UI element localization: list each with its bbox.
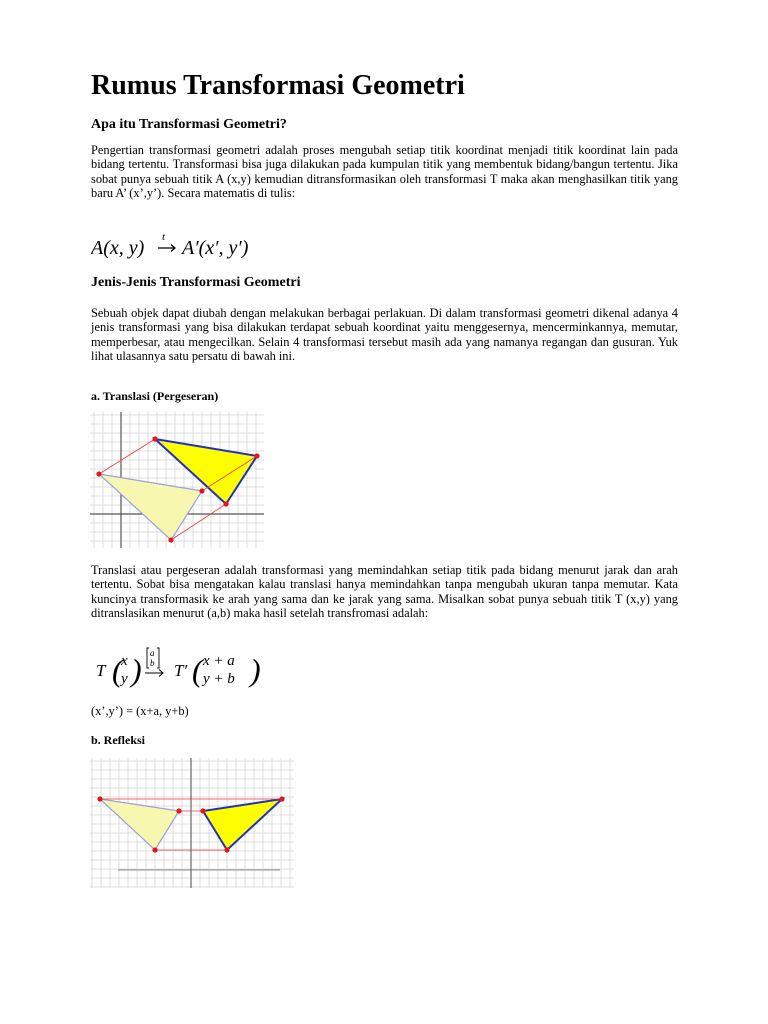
formula-arrow-label: t	[162, 231, 166, 243]
right-arrow-icon	[145, 670, 163, 677]
formula-yb: y + b	[203, 671, 235, 687]
point	[96, 471, 101, 476]
grid	[90, 758, 294, 888]
right-paren-icon: )	[250, 652, 261, 688]
point	[254, 453, 259, 458]
heading-reflection: b. Refleksi	[91, 733, 145, 747]
point	[152, 436, 157, 441]
paragraph-definition: Pengertian transformasi geometri adalah proses mengubah setiap titik koordinat menjadi titik koordinat lain pada bidang tertentu. Transformasi bisa juga dilakukan pada kumpulan titik yang membentuk bidang/bangun tertentu. Jika sobat punya sebuah titik A (x,y) kemudian ditransformasikan oleh transformasi T maka akan menghasilkan titik yang baru A’ (x’,y’). Secara matematis di tulis:	[91, 143, 678, 201]
point	[224, 847, 229, 852]
point	[152, 847, 157, 852]
formula-right: A′(x′, y′)	[182, 237, 249, 259]
translation-result: (x’,y’) = (x+a, y+b)	[91, 704, 189, 718]
right-paren-icon: )	[131, 652, 142, 688]
translation-figure	[90, 412, 264, 548]
point	[97, 796, 102, 801]
formula-x: x	[121, 653, 128, 669]
page-title: Rumus Transformasi Geometri	[91, 70, 465, 101]
point	[176, 808, 181, 813]
formula-a: a	[150, 648, 155, 658]
heading-translation: a. Translasi (Pergeseran)	[91, 389, 219, 403]
formula-left: A(x, y)	[91, 237, 145, 259]
heading-what-is: Apa itu Transformasi Geometri?	[91, 117, 287, 132]
right-arrow-icon	[158, 245, 175, 252]
formula-t: T	[96, 661, 106, 680]
left-paren-icon: (	[192, 652, 203, 688]
left-paren-icon: (	[112, 652, 123, 688]
reflection-figure	[90, 758, 294, 888]
point	[168, 537, 173, 542]
point	[200, 808, 205, 813]
paragraph-types: Sebuah objek dapat diubah dengan melakukan berbagai perlakuan. Di dalam transformasi geometri dikenal adanya 4 jenis transformasi yang bisa dilakukan terdapat sebuah koordinat yaitu menggesernya, mencerminkannya, memutar, memperbesar, atau mengecilkan. Selain 4 transformasi tersebut masih ada yang namanya regangan dan gusuran. Yuk lihat ulasannya satu persatu di bawah ini.	[91, 306, 678, 364]
formula-xa: x + a	[203, 653, 235, 669]
formula-b: b	[150, 658, 155, 668]
paragraph-translation: Translasi atau pergeseran adalah transformasi yang memindahkan setiap titik pada bidang menurut jarak dan arah tertentu. Sobat bisa mengatakan kalau translasi hanya memindahkan tanpa mengubah ukuran tanpa memutar. Kata kuncinya transformasik ke arah yang sama dan ke jarak yang sama. Misalkan sobat punya sebuah titik T (x,y) yang ditranslasikan menurut (a,b) maka hasil setelah transfromasi adalah:	[91, 563, 678, 621]
point	[199, 488, 204, 493]
point	[223, 501, 228, 506]
formula-tprime: T′	[174, 661, 188, 680]
point	[279, 796, 284, 801]
formula-translation	[91, 645, 276, 698]
heading-types: Jenis-Jenis Transformasi Geometri	[91, 275, 301, 290]
formula-general	[91, 228, 291, 269]
formula-y: y	[121, 671, 128, 687]
